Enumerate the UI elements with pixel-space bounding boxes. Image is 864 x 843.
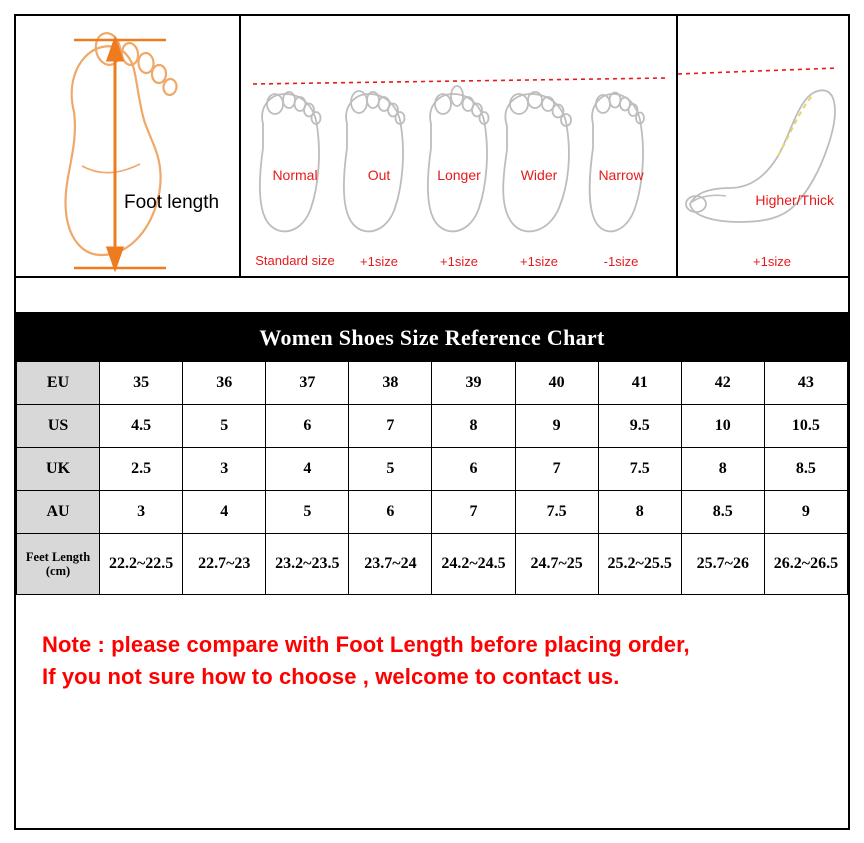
cell-feet-0: 22.2~22.5: [100, 534, 183, 595]
cell-au-4: 7: [432, 491, 515, 534]
cell-uk-6: 7.5: [598, 448, 681, 491]
cell-eu-3: 38: [349, 362, 432, 405]
cell-us-0: 4.5: [100, 405, 183, 448]
cell-uk-7: 8: [681, 448, 764, 491]
side-label-higher-thick: Higher/Thick: [755, 192, 834, 208]
size-table-wrap: [16, 314, 848, 595]
toe-shapes-diagram-icon: [241, 16, 678, 274]
cell-au-0: 3: [100, 491, 183, 534]
cell-us-5: 9: [515, 405, 598, 448]
cell-feet-2: 23.2~23.5: [266, 534, 349, 595]
cell-uk-3: 5: [349, 448, 432, 491]
foot-diagram-row: [16, 16, 848, 278]
toe-shape-panel: [241, 16, 678, 276]
row-header-feet-length: Feet Length (cm): [17, 534, 100, 595]
cell-eu-5: 40: [515, 362, 598, 405]
cell-eu-8: 43: [764, 362, 847, 405]
cell-au-6: 8: [598, 491, 681, 534]
table-title: Women Shoes Size Reference Chart: [17, 315, 848, 362]
instep-height-panel: [678, 16, 848, 276]
cell-us-4: 8: [432, 405, 515, 448]
cell-us-8: 10.5: [764, 405, 847, 448]
side-adjust-label: +1size: [753, 254, 791, 269]
cell-au-7: 8.5: [681, 491, 764, 534]
cell-au-5: 7.5: [515, 491, 598, 534]
row-header-us: US: [17, 405, 100, 448]
shape-label-out: Out: [367, 167, 391, 183]
cell-eu-0: 35: [100, 362, 183, 405]
cell-uk-4: 6: [432, 448, 515, 491]
cell-au-3: 6: [349, 491, 432, 534]
table-row-eu: [17, 362, 848, 405]
cell-feet-7: 25.7~26: [681, 534, 764, 595]
cell-uk-1: 3: [183, 448, 266, 491]
note-block: [16, 595, 848, 693]
table-row-feet-length: [17, 534, 848, 595]
shape-adjust-normal: Standard size: [255, 253, 335, 268]
shape-label-wider: Wider: [520, 167, 558, 183]
note-line-1: Note : please compare with Foot Length before placing order,: [42, 632, 690, 657]
table-row-au: [17, 491, 848, 534]
cell-eu-7: 42: [681, 362, 764, 405]
cell-us-6: 9.5: [598, 405, 681, 448]
cell-au-1: 4: [183, 491, 266, 534]
shape-label-longer: Longer: [437, 167, 481, 183]
cell-feet-5: 24.7~25: [515, 534, 598, 595]
cell-eu-1: 36: [183, 362, 266, 405]
cell-eu-6: 41: [598, 362, 681, 405]
foot-length-panel: [16, 16, 241, 276]
table-row-uk: [17, 448, 848, 491]
cell-feet-8: 26.2~26.5: [764, 534, 847, 595]
table-title-row: [17, 315, 848, 362]
cell-eu-2: 37: [266, 362, 349, 405]
cell-us-3: 7: [349, 405, 432, 448]
shape-label-narrow: Narrow: [598, 167, 644, 183]
cell-us-2: 6: [266, 405, 349, 448]
row-header-eu: EU: [17, 362, 100, 405]
cell-au-8: 9: [764, 491, 847, 534]
side-foot-diagram-icon: [678, 16, 848, 274]
shape-adjust-narrow: -1size: [603, 254, 639, 269]
cell-feet-4: 24.2~24.5: [432, 534, 515, 595]
cell-us-1: 5: [183, 405, 266, 448]
size-reference-table: [16, 314, 848, 595]
cell-feet-6: 25.2~25.5: [598, 534, 681, 595]
shape-adjust-wider: +1size: [520, 254, 558, 269]
shape-adjust-out: +1size: [360, 254, 398, 269]
note-line-2: If you not sure how to choose , welcome to contact us.: [42, 663, 620, 689]
spacer-row: [16, 278, 848, 314]
cell-feet-3: 23.7~24: [349, 534, 432, 595]
foot-length-label: Foot length: [124, 192, 220, 213]
chart-outer-frame: [14, 14, 850, 830]
row-header-uk: UK: [17, 448, 100, 491]
foot-length-diagram-icon: [16, 16, 241, 274]
cell-uk-0: 2.5: [100, 448, 183, 491]
shape-label-normal: Normal: [272, 167, 318, 183]
cell-feet-1: 22.7~23: [183, 534, 266, 595]
cell-uk-8: 8.5: [764, 448, 847, 491]
shape-adjust-longer: +1size: [440, 254, 478, 269]
row-header-au: AU: [17, 491, 100, 534]
cell-uk-2: 4: [266, 448, 349, 491]
cell-eu-4: 39: [432, 362, 515, 405]
cell-uk-5: 7: [515, 448, 598, 491]
cell-au-2: 5: [266, 491, 349, 534]
table-row-us: [17, 405, 848, 448]
cell-us-7: 10: [681, 405, 764, 448]
